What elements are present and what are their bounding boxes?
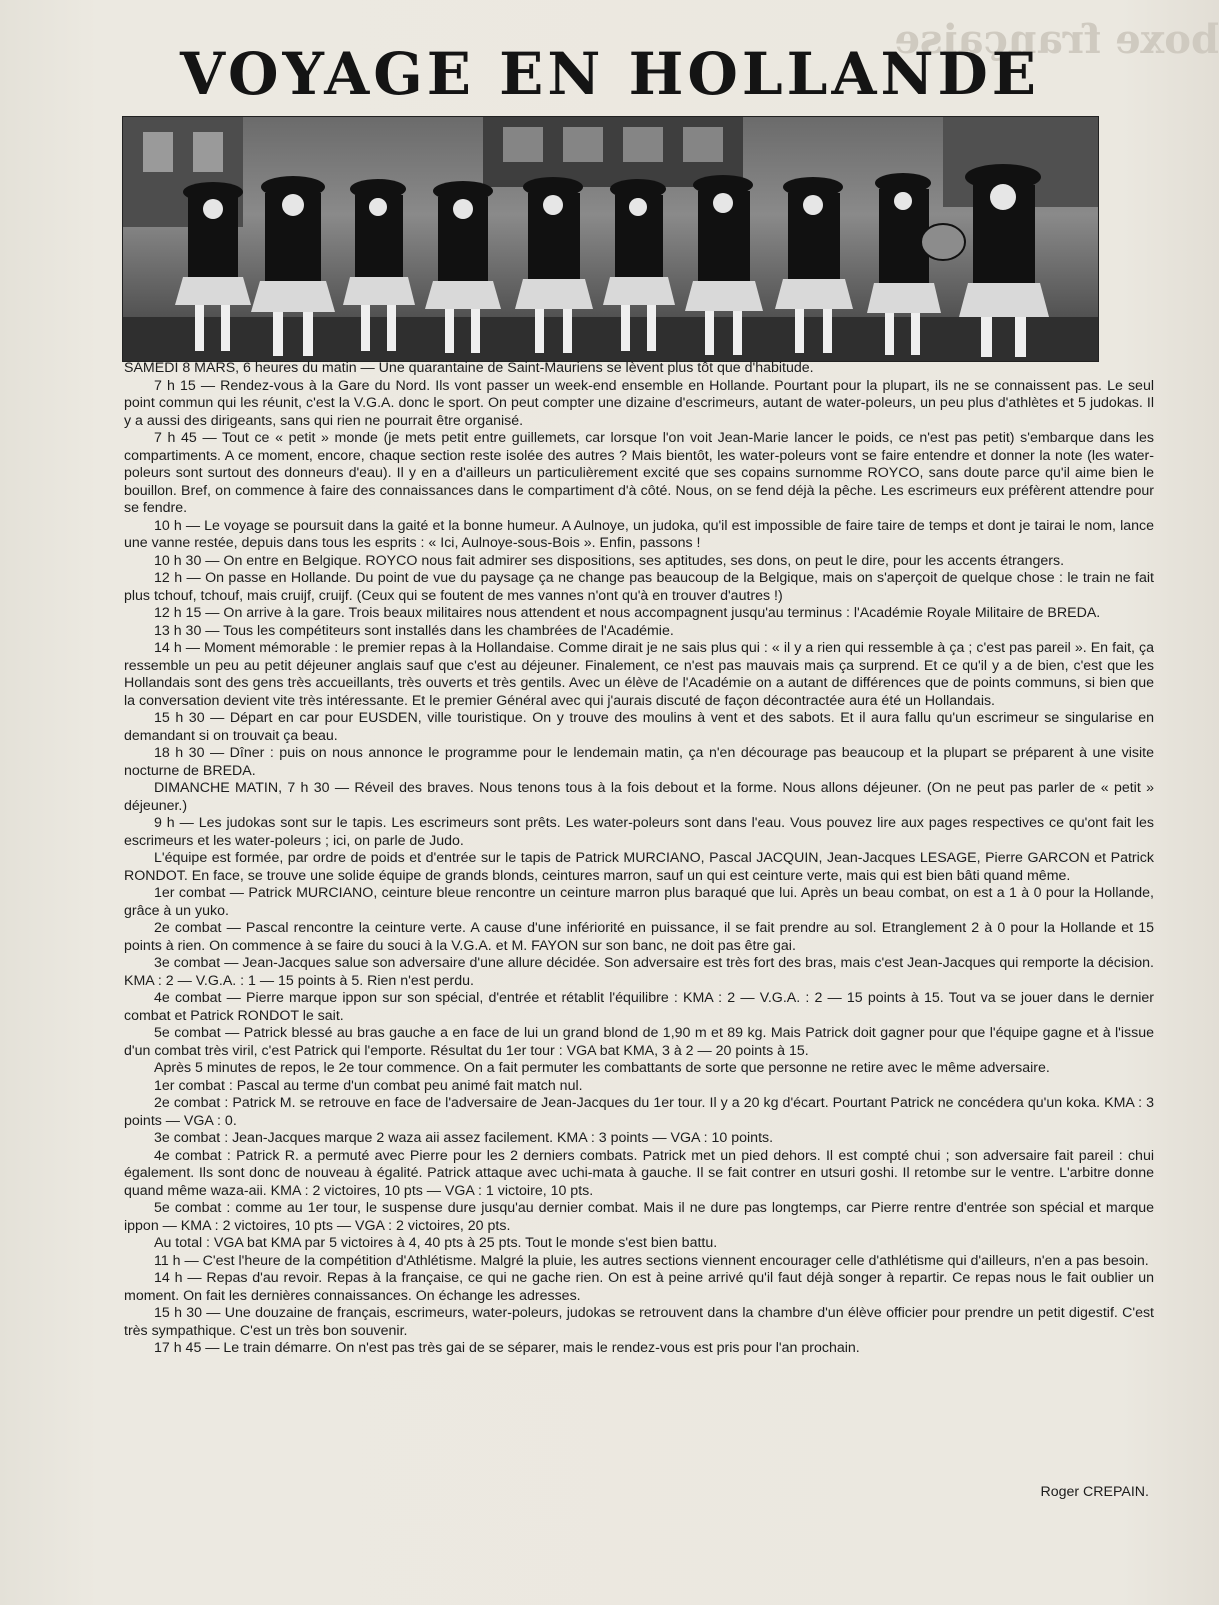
paragraph: Au total : VGA bat KMA par 5 victoires à 4, 40 pts à 25 pts. Tout le monde s'est bien battu. xyxy=(154,1235,718,1251)
paragraph: DIMANCHE MATIN, 7 h 30 — Réveil des braves. Nous tenons tous à la fois debout et la forme. Nous allons déjeuner. (On ne peut pas parler de « petit » déjeuner.) xyxy=(124,780,1154,814)
paragraph: 12 h 15 — On arrive à la gare. Trois beaux militaires nous attendent et nous accompagnent jusqu'au terminus : l'Académie Royale Militaire de BREDA. xyxy=(154,605,1101,621)
paragraph: 2e combat — Pascal rencontre la ceinture verte. A cause d'une infériorité en puissance, il se fait prendre au sol. Etranglement 2 à 0 pour la Hollande et 15 points à rien. On commence à se faire du souci à la V.G.A. et M. FAYON sur son banc, ne doit pas être gai. xyxy=(124,920,1154,954)
paragraph: 2e combat : Patrick M. se retrouve en face de l'adversaire de Jean-Jacques du 1er tour. Il y a 20 kg d'écart. Pourtant Patrick ne concédera qu'un koka. KMA : 3 points — VGA : 0. xyxy=(124,1095,1154,1129)
article-title: VOYAGE EN HOLLANDE xyxy=(180,40,1040,108)
paragraph: 14 h — Moment mémorable : le premier repas à la Hollandaise. Comme dirait je ne sais plus qui : « il y a rien qui ressemble à ça ; c'est pas pareil ». En fait, ça ressemble un peu au petit déjeuner anglais sauf que c'est au déjeuner. Finalement, ce n'est pas mauvais mais ça surprend. Et ce qu'il y a de bien, c'est que les Hollandais sont des gens très accueillants, très ouverts et très gentils. Avec un élève de l'Académie on a autant de différences que de points communs, si bien que la conversation devient vite très intéressante. Et le premier Général avec qui j'aurais discuté de façon décontractée aura été un Hollandais. xyxy=(124,640,1154,709)
article-body xyxy=(124,360,1154,1358)
paragraph: 9 h — Les judokas sont sur le tapis. Les escrimeurs sont prêts. Les water-poleurs sont dans l'eau. Vous pouvez lire aux pages respectives ce qu'ont fait les escrimeurs et les water-poleurs ; ici, on parle de Judo. xyxy=(124,815,1154,849)
paragraph: 4e combat : Patrick R. a permuté avec Pierre pour les 2 derniers combats. Patrick met un pied dehors. Il est compté chui ; son adversaire fait pareil : chui également. Ils sont donc de nouveau à égalité. Patrick attaque avec uchi-mata à gauche. Il se fait contrer en utsuri goshi. Il retombe sur le ventre. L'arbitre donne quand même waza-aii. KMA : 2 victoires, 10 pts — VGA : 1 victoire, 10 pts. xyxy=(124,1147,1154,1199)
paragraph: 12 h — On passe en Hollande. Du point de vue du paysage ça ne change pas beaucoup de la Belgique, mais on s'aperçoit de quelque chose : le train ne fait plus tchouf, tchouf, mais cruijf, cruijf. (Ceux qui se foutent de mes vannes n'ont qu'à en trouver d'autres !) xyxy=(124,570,1154,604)
paragraph: 7 h 45 — Tout ce « petit » monde (je mets petit entre guillemets, car lorsque l'on voit Jean-Marie lancer le poids, ce n'est pas petit) s'embarque dans les compartiments. A ce moment, encore, chaque section reste isolée des autres ? Mais bientôt, les water-poleurs vont se faire entendre et donner la note (les water-poleurs sont surtout des donneurs d'eau). Il y en a d'ailleurs un particulièrement excité que ses copains surnomme ROYCO, sans doute parce qu'il aime bien le bouillon. Bref, on commence à faire des connaissances dans le compartiment d'à côté. Nous, on se fend déjà la pêche. Les escrimeurs eux préfèrent attendre pour se fendre. xyxy=(124,430,1154,516)
author-signature: Roger CREPAIN. xyxy=(1040,1484,1149,1500)
paragraph: 3e combat : Jean-Jacques marque 2 waza aii assez facilement. KMA : 3 points — VGA : 10 points. xyxy=(154,1130,774,1146)
paragraph: 15 h 30 — Une douzaine de français, escrimeurs, water-poleurs, judokas se retrouvent dans la chambre d'un élève officier pour prendre un petit digestif. C'est très sympathique. C'est un très bon souvenir. xyxy=(124,1305,1154,1339)
paragraph: 7 h 15 — Rendez-vous à la Gare du Nord. Ils vont passer un week-end ensemble en Hollande. Pourtant pour la plupart, ils ne se connaissent pas. Le seul point commun qui les réunit, c'est la V.G.A. donc le sport. On peut compter une dizaine d'escrimeurs, autant de water-poleurs, un peu plus d'athlètes et 5 judokas. Il y a aussi des dirigeants, sans qui rien ne pourrait être organisé. xyxy=(124,377,1154,429)
paragraph: 18 h 30 — Dîner : puis on nous annonce le programme pour le lendemain matin, ça n'en décourage pas beaucoup et la plupart se préparent à une visite nocturne de BREDA. xyxy=(124,745,1154,779)
paragraph: 11 h — C'est l'heure de la compétition d'Athlétisme. Malgré la pluie, les autres sections viennent encourager celle d'athlétisme qui d'ailleurs, n'en a pas besoin. xyxy=(154,1252,1149,1269)
paragraph: L'équipe est formée, par ordre de poids et d'entrée sur le tapis de Patrick MURCIANO, Pascal JACQUIN, Jean-Jacques LESAGE, Pierre GARCON et Patrick RONDOT. En face, se trouve une solide équipe de grands blonds, ceintures marron, sauf un qui est ceinture verte, mais qui est bien bâti quand même. xyxy=(124,850,1154,884)
paragraph: 1er combat — Patrick MURCIANO, ceinture bleue rencontre un ceinture marron plus baraqué que lui. Après un beau combat, on est a 1 à 0 pour la Hollande, grâce à un yuko. xyxy=(124,885,1154,919)
paragraph: 5e combat : comme au 1er tour, le suspense dure jusqu'au dernier combat. Mais il ne dure pas longtemps, car Pierre rentre d'entrée son spécial et marque ippon — KMA : 2 victoires, 10 pts — VGA : 2 victoires, 20 pts. xyxy=(124,1200,1154,1234)
paragraph: 4e combat — Pierre marque ippon sur son spécial, d'entrée et rétablit l'équilibre : KMA : 2 — V.G.A. : 2 — 15 points à 15. Tout va se jouer dans le dernier combat et Patrick RONDOT le sait. xyxy=(124,990,1154,1024)
paragraph: Après 5 minutes de repos, le 2e tour commence. On a fait permuter les combattants de sorte que personne ne retire avec le même adversaire. xyxy=(154,1060,1050,1076)
paragraph: 10 h — Le voyage se poursuit dans la gaité et la bonne humeur. A Aulnoye, un judoka, qu'il est impossible de faire taire de temps et dont je tairai le nom, lance une vanne restée, depuis dans tous les esprits : « Ici, Aulnoye-sous-Bois ». Enfin, passons ! xyxy=(124,517,1154,551)
majorettes-photo xyxy=(122,116,1099,362)
paragraph: 13 h 30 — Tous les compétiteurs sont installés dans les chambrées de l'Académie. xyxy=(154,622,674,639)
paragraph: 1er combat : Pascal au terme d'un combat peu animé fait match nul. xyxy=(154,1077,583,1094)
bleed-through-text: boxe française xyxy=(894,16,1219,63)
paragraph: 5e combat — Patrick blessé au bras gauche a en face de lui un grand blond de 1,90 m et 89 kg. Mais Patrick doit gagner pour que l'équipe gagne et à l'issue d'un combat très viril, c'est Patrick qui l'emporte. Résultat du 1er tour : VGA bat KMA, 3 à 2 — 20 points à 15. xyxy=(124,1025,1154,1059)
paragraph: 17 h 45 — Le train démarre. On n'est pas très gai de se séparer, mais le rendez-vous est pris pour l'an prochain. xyxy=(154,1340,860,1356)
paragraph: SAMEDI 8 MARS, 6 heures du matin — Une quarantaine de Saint-Mauriens se lèvent plus tôt que d'habitude. xyxy=(124,360,814,376)
paragraph: 15 h 30 — Départ en car pour EUSDEN, ville touristique. On y trouve des moulins à vent et des sabots. Et il aura fallu qu'un escrimeur se singularise en demandant si on trouvait ça beau. xyxy=(124,710,1154,744)
paragraph: 10 h 30 — On entre en Belgique. ROYCO nous fait admirer ses dispositions, ses aptitudes, ses dons, on peut le dire, pour les accents étrangers. xyxy=(154,552,1065,569)
paragraph: 14 h — Repas d'au revoir. Repas à la française, ce qui ne gache rien. On est à peine arrivé qu'il faut déjà songer à repartir. Ce repas nous le fait oublier un moment. On fait les dernières connaissances. On échange les adresses. xyxy=(124,1270,1154,1304)
paragraph: 3e combat — Jean-Jacques salue son adversaire d'une allure décidée. Son adversaire est très fort des bras, mais c'est Jean-Jacques qui remporte la décision. KMA : 2 — V.G.A. : 1 — 15 points à 5. Rien n'est perdu. xyxy=(124,955,1154,989)
